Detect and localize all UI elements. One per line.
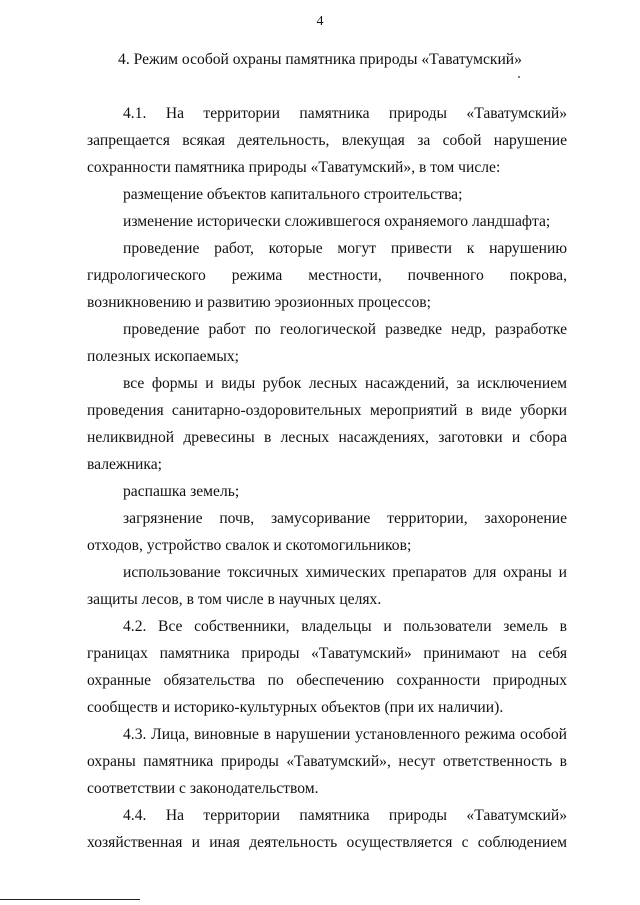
paragraph-4-1: 4.1. На территории памятника природы «Таватумский» запрещается всякая деятельность, влекущая за собой нарушение сохранности памятника природы «Таватумский», в том числе: [87, 105, 567, 176]
paragraph-4-3: 4.3. Лица, виновные в нарушении установленного режима особой охраны памятника природы «Таватумский», несут ответственность в соответствии с законодательством. [87, 726, 567, 797]
list-item-pollution: загрязнение почв, замусоривание территории, захоронение отходов, устройство свалок и скотомогильников; [87, 510, 567, 554]
document-body [87, 100, 567, 856]
list-item-plowing: распашка земель; [123, 483, 240, 500]
list-item-construction: размещение объектов капитального строительства; [123, 186, 463, 203]
footer-rule [0, 899, 140, 900]
paragraph-4-4: 4.4. На территории памятника природы «Таватумский» хозяйственная и иная деятельность осуществляется с соблюдением [87, 807, 567, 851]
list-item-landscape: изменение исторически сложившегося охраняемого ландшафта; [123, 213, 551, 230]
scan-speck [518, 76, 520, 78]
list-item-hydrology: проведение работ, которые могут привести к нарушению гидрологического режима местности, почвенного покрова, возникновению и развитию эрозионных процессов; [87, 240, 567, 311]
section-title: 4. Режим особой охраны памятника природы «Таватумский» [118, 51, 522, 68]
paragraph-4-2: 4.2. Все собственники, владельцы и пользователи земель в границах памятника природы «Таватумский» принимают на себя охранные обязательства по обеспечению сохранности природных сообществ и историко-культурных объектов (при их наличии). [87, 618, 567, 716]
list-item-geology: проведение работ по геологической разведке недр, разработке полезных ископаемых; [87, 321, 567, 365]
list-item-logging: все формы и виды рубок лесных насаждений, за исключением проведения санитарно-оздоровительных мероприятий в виде уборки неликвидной древесины в лесных насаждениях, заготовки и сбора валежника; [87, 375, 567, 473]
list-item-chemicals: использование токсичных химических препаратов для охраны и защиты лесов, в том числе в научных целях. [87, 564, 567, 608]
page-number: 4 [316, 14, 324, 29]
